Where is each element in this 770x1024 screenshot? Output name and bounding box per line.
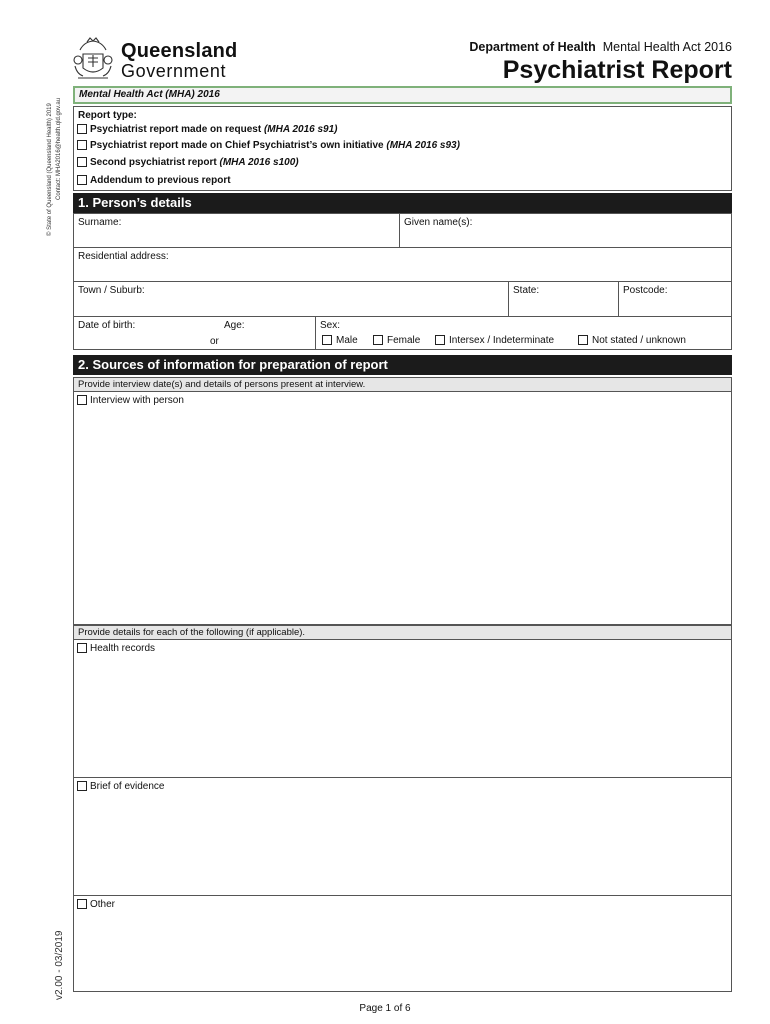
contact-text: Contact: MHA2016@health.qld.gov.au <box>56 97 62 200</box>
brief-option[interactable] <box>77 781 165 792</box>
logo-queensland: Queensland <box>121 40 238 62</box>
dob-age-field[interactable] <box>73 316 316 350</box>
checkbox[interactable] <box>373 335 383 345</box>
option-ref: (MHA 2016 s93) <box>386 140 460 151</box>
page-title: Psychiatrist Report <box>502 56 732 84</box>
section-2-header: 2. Sources of information for preparation of report <box>73 355 732 375</box>
brief-of-evidence-area[interactable] <box>73 777 732 896</box>
interview-option[interactable] <box>77 395 184 406</box>
page-number: Page 1 of 6 <box>359 1003 411 1014</box>
report-type-option-chief[interactable] <box>77 140 460 151</box>
state-field[interactable] <box>508 281 619 317</box>
option-label: Brief of evidence <box>90 781 165 792</box>
or-label: or <box>210 336 219 347</box>
sex-option-intersex[interactable] <box>435 335 554 346</box>
department-header <box>469 40 732 54</box>
option-label: Not stated / unknown <box>592 335 686 346</box>
report-type-box <box>73 106 732 191</box>
option-label: Female <box>387 335 421 346</box>
section-1-header: 1. Person’s details <box>73 193 732 213</box>
checkbox[interactable] <box>77 781 87 791</box>
option-label: Psychiatrist report made on request <box>90 124 262 135</box>
option-label: Other <box>90 899 116 910</box>
address-label: Residential address: <box>78 251 169 262</box>
checkbox[interactable] <box>77 899 87 909</box>
town-label: Town / Suburb: <box>78 285 145 296</box>
checkbox[interactable] <box>77 124 87 134</box>
option-label: Male <box>336 335 358 346</box>
report-type-option-request[interactable] <box>77 124 338 135</box>
surname-label: Surname: <box>78 217 122 228</box>
option-ref: (MHA 2016 s91) <box>263 124 338 135</box>
checkbox[interactable] <box>77 175 87 185</box>
option-label: Second psychiatrist report <box>90 157 217 168</box>
given-names-label: Given name(s): <box>404 217 473 228</box>
sex-option-male[interactable] <box>322 335 358 346</box>
mha-banner: Mental Health Act (MHA) 2016 <box>73 86 732 104</box>
option-label: Interview with person <box>90 395 184 406</box>
postcode-field[interactable] <box>618 281 732 317</box>
checkbox[interactable] <box>435 335 445 345</box>
copyright-text: © State of Queensland (Queensland Health) 2019 <box>47 103 53 236</box>
act-name: Mental Health Act 2016 <box>602 40 732 54</box>
checkbox[interactable] <box>578 335 588 345</box>
checkbox[interactable] <box>77 157 87 167</box>
given-names-field[interactable] <box>399 213 732 248</box>
checkbox[interactable] <box>77 140 87 150</box>
surname-field[interactable] <box>73 213 400 248</box>
checkbox[interactable] <box>77 643 87 653</box>
interview-area[interactable] <box>73 391 732 625</box>
address-field[interactable] <box>73 247 732 282</box>
interview-note: Provide interview date(s) and details of persons present at interview. <box>73 377 732 392</box>
report-type-heading: Report type: <box>78 110 137 121</box>
dob-label: Date of birth: <box>78 320 136 331</box>
queensland-crest-icon <box>72 36 114 82</box>
sex-label: Sex: <box>320 320 341 331</box>
sex-option-female[interactable] <box>373 335 420 346</box>
sex-field <box>315 316 732 350</box>
health-records-option[interactable] <box>77 643 155 654</box>
report-type-option-addendum[interactable] <box>77 175 231 186</box>
other-area[interactable] <box>73 895 732 992</box>
version-text: v2.00 - 03/2019 <box>54 930 65 1000</box>
department-name: Department of Health <box>469 40 596 54</box>
state-label: State: <box>513 285 540 296</box>
age-label: Age: <box>224 320 245 331</box>
health-records-area[interactable] <box>73 639 732 778</box>
report-type-option-second[interactable] <box>77 157 299 168</box>
option-label: Health records <box>90 643 156 654</box>
checkbox[interactable] <box>77 395 87 405</box>
town-field[interactable] <box>73 281 509 317</box>
option-label: Psychiatrist report made on Chief Psychiatrist’s own initiative <box>90 140 384 151</box>
option-ref: (MHA 2016 s100) <box>219 157 299 168</box>
other-option[interactable] <box>77 899 115 910</box>
checkbox[interactable] <box>322 335 332 345</box>
postcode-label: Postcode: <box>623 285 668 296</box>
sex-option-not-stated[interactable] <box>578 335 686 346</box>
option-label: Addendum to previous report <box>90 175 231 186</box>
logo-government: Government <box>121 61 227 81</box>
option-label: Intersex / Indeterminate <box>449 335 555 346</box>
details-note: Provide details for each of the following (if applicable). <box>73 625 732 640</box>
